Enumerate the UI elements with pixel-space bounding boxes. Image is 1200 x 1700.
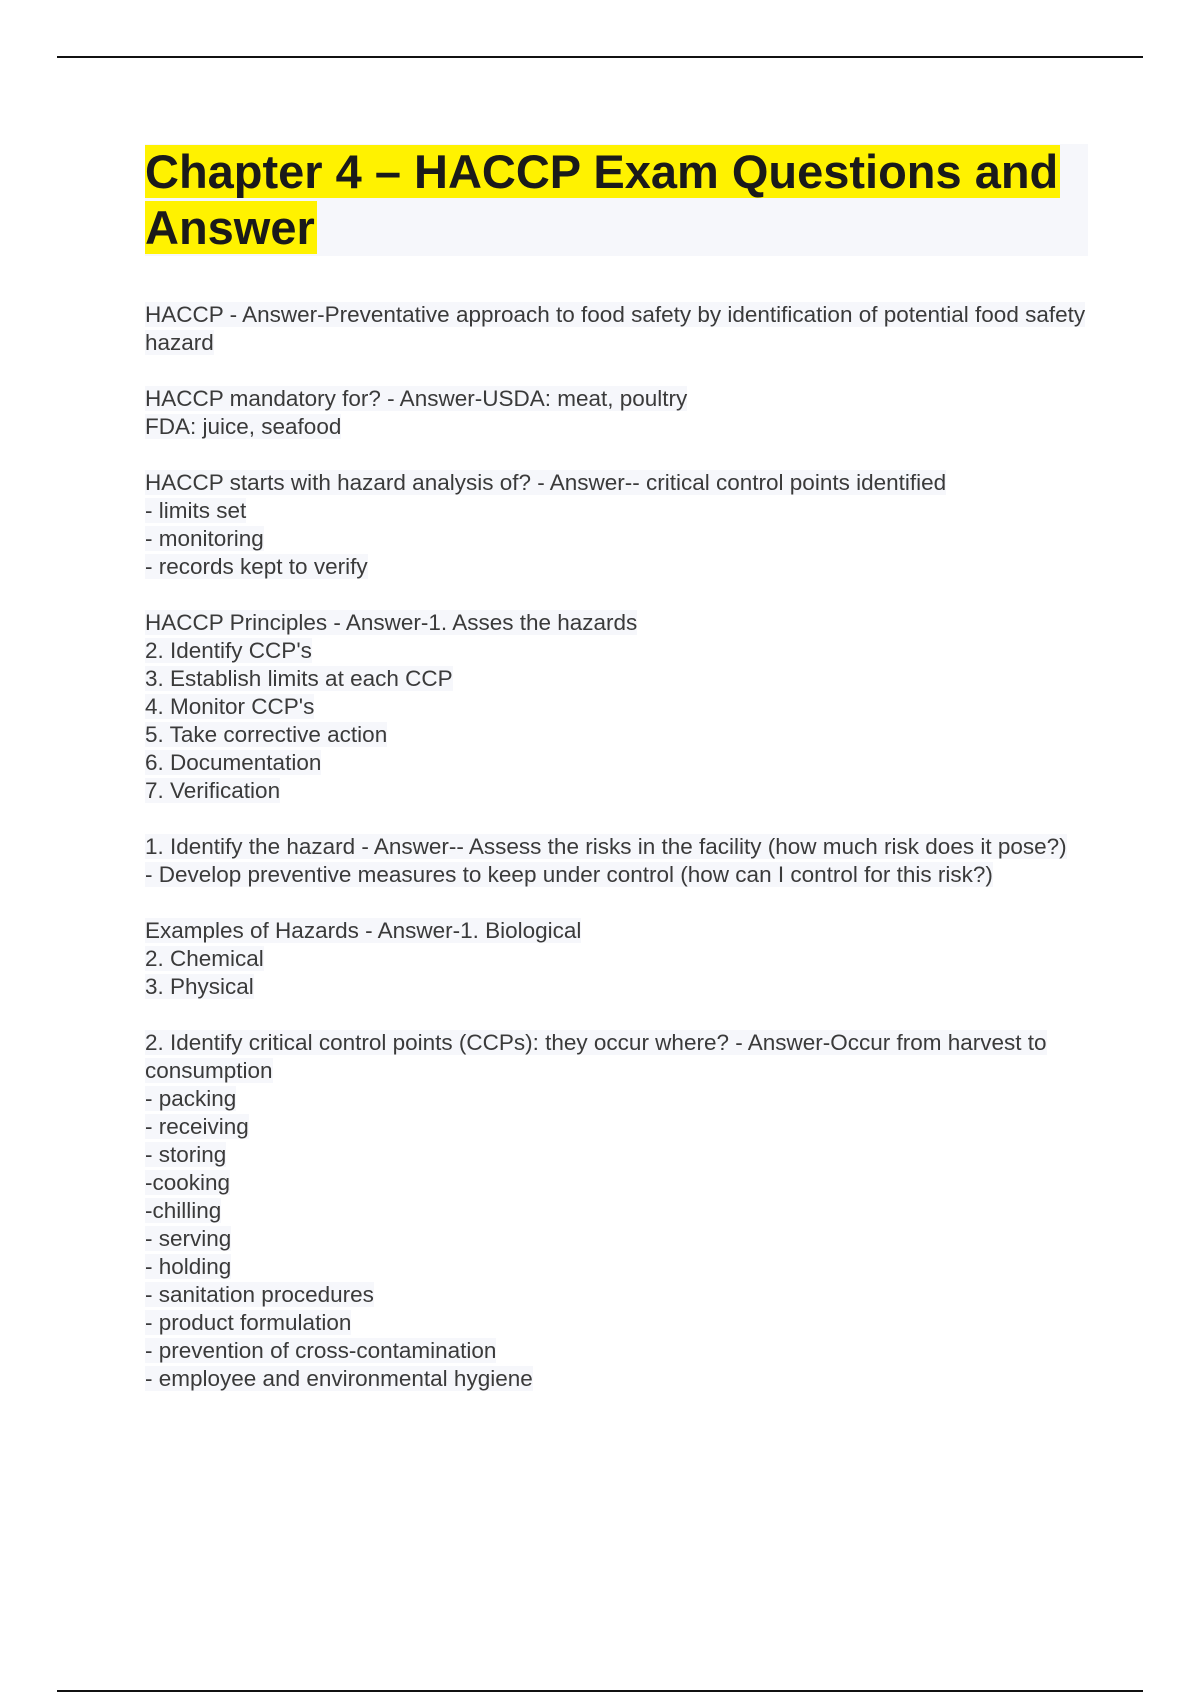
qa-answer-line bbox=[145, 1113, 1095, 1141]
qa-question-line bbox=[145, 301, 1095, 357]
qa-question-line bbox=[145, 469, 1095, 497]
qa-answer-line bbox=[145, 1281, 1095, 1309]
qa-line-text: -cooking bbox=[145, 1170, 231, 1195]
qa-line-text: - monitoring bbox=[145, 526, 264, 551]
qa-answer-line bbox=[145, 1225, 1095, 1253]
qa-question-line bbox=[145, 917, 1095, 945]
bottom-rule bbox=[57, 1690, 1143, 1692]
qa-answer-line bbox=[145, 777, 1095, 805]
qa-line-text: - receiving bbox=[145, 1114, 249, 1139]
qa-line-text: - product formulation bbox=[145, 1310, 352, 1335]
qa-answer-line bbox=[145, 497, 1095, 525]
qa-line-text: 4. Monitor CCP's bbox=[145, 694, 315, 719]
qa-entry bbox=[145, 833, 1095, 889]
qa-answer-line bbox=[145, 413, 1095, 441]
qa-question-line bbox=[145, 833, 1095, 861]
qa-line-text: 6. Documentation bbox=[145, 750, 322, 775]
qa-line-text: 3. Establish limits at each CCP bbox=[145, 666, 453, 691]
qa-line-text: HACCP mandatory for? - Answer-USDA: meat, poultry bbox=[145, 386, 688, 411]
qa-line-text: 2. Identify critical control points (CCPs): they occur where? - Answer-Occur from harvest to consumption bbox=[145, 1030, 1047, 1083]
qa-answer-line bbox=[145, 1169, 1095, 1197]
qa-line-text: 2. Identify CCP's bbox=[145, 638, 312, 663]
qa-line-text: -chilling bbox=[145, 1198, 222, 1223]
qa-entry bbox=[145, 1029, 1095, 1393]
qa-answer-line bbox=[145, 525, 1095, 553]
qa-answer-line bbox=[145, 721, 1095, 749]
qa-line-text: FDA: juice, seafood bbox=[145, 414, 342, 439]
qa-answer-line bbox=[145, 665, 1095, 693]
qa-answer-line bbox=[145, 1309, 1095, 1337]
qa-line-text: 7. Verification bbox=[145, 778, 281, 803]
qa-question-line bbox=[145, 385, 1095, 413]
qa-line-text: HACCP - Answer-Preventative approach to food safety by identification of potential food safety hazard bbox=[145, 302, 1086, 355]
qa-line-text: - serving bbox=[145, 1226, 232, 1251]
qa-line-text: - storing bbox=[145, 1142, 227, 1167]
qa-line-text: - records kept to verify bbox=[145, 554, 368, 579]
qa-entry bbox=[145, 609, 1095, 805]
qa-line-text: - limits set bbox=[145, 498, 247, 523]
qa-answer-line bbox=[145, 749, 1095, 777]
qa-line-text: - employee and environmental hygiene bbox=[145, 1366, 533, 1391]
qa-entry bbox=[145, 385, 1095, 441]
qa-answer-line bbox=[145, 1337, 1095, 1365]
qa-line-text: HACCP Principles - Answer-1. Asses the hazards bbox=[145, 610, 638, 635]
qa-line-text: - holding bbox=[145, 1254, 232, 1279]
qa-answer-line bbox=[145, 1253, 1095, 1281]
qa-answer-line bbox=[145, 1365, 1095, 1393]
qa-answer-line bbox=[145, 973, 1095, 1001]
title-highlight: Chapter 4 – HACCP Exam Questions and Answer bbox=[145, 145, 1059, 254]
qa-entry bbox=[145, 301, 1095, 357]
qa-entry bbox=[145, 469, 1095, 581]
qa-answer-line bbox=[145, 1197, 1095, 1225]
qa-answer-line bbox=[145, 945, 1095, 973]
page-title bbox=[145, 144, 1088, 256]
qa-line-text: Examples of Hazards - Answer-1. Biological bbox=[145, 918, 582, 943]
qa-line-text: - Develop preventive measures to keep under control (how can I control for this risk?) bbox=[145, 862, 993, 887]
qa-answer-line bbox=[145, 553, 1095, 581]
qa-line-text: 1. Identify the hazard - Answer-- Assess the risks in the facility (how much risk does it pose?) bbox=[145, 834, 1067, 859]
title-block bbox=[145, 144, 1088, 256]
qa-line-text: 5. Take corrective action bbox=[145, 722, 388, 747]
qa-line-text: 3. Physical bbox=[145, 974, 254, 999]
document-body bbox=[145, 301, 1095, 1421]
qa-question-line bbox=[145, 609, 1095, 637]
top-rule bbox=[57, 56, 1143, 58]
qa-answer-line bbox=[145, 693, 1095, 721]
qa-line-text: HACCP starts with hazard analysis of? - Answer-- critical control points identified bbox=[145, 470, 947, 495]
qa-entry bbox=[145, 917, 1095, 1001]
qa-answer-line bbox=[145, 637, 1095, 665]
qa-answer-line bbox=[145, 861, 1095, 889]
qa-answer-line bbox=[145, 1141, 1095, 1169]
qa-line-text: - sanitation procedures bbox=[145, 1282, 374, 1307]
qa-question-line bbox=[145, 1029, 1095, 1085]
qa-line-text: 2. Chemical bbox=[145, 946, 264, 971]
qa-answer-line bbox=[145, 1085, 1095, 1113]
qa-line-text: - packing bbox=[145, 1086, 237, 1111]
qa-line-text: - prevention of cross-contamination bbox=[145, 1338, 497, 1363]
